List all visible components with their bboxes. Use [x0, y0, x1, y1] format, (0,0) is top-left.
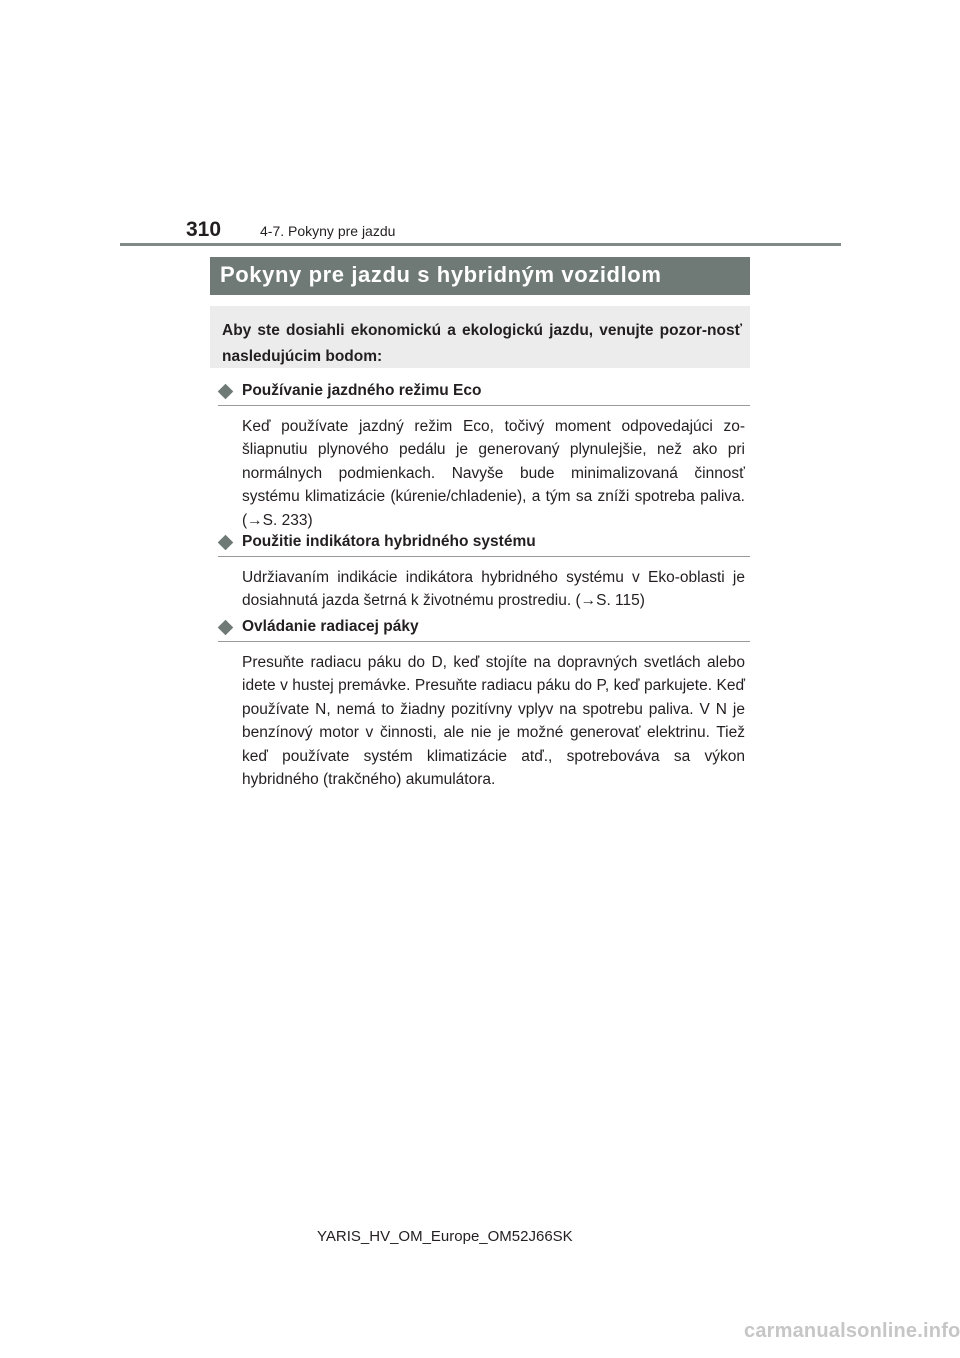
section-body: Keď používate jazdný režim Eco, točivý moment odpovedajúci zo-šliapnutiu plynového pedálu je generovaný plynulejšie, než ako pri normálnych podmienkach. Navyše bude minimalizovaná činnosť systému klimatizácie (kúrenie/chladenie), a tým sa zníži spotreba paliva. (→S. 233) [242, 418, 745, 529]
section-body: Udržiavaním indikácie indikátora hybridného systému v Eko-oblasti je dosiahnutá jazda šetrná k životnému prostrediu. (→S. 115) [242, 569, 745, 610]
section-heading [218, 532, 750, 557]
section-heading [218, 617, 750, 642]
page-number: 310 [186, 218, 222, 241]
section-heading-text: Použitie indikátora hybridného systému [242, 533, 536, 550]
watermark: carmanualsonline.info [744, 1320, 960, 1342]
section-heading-text: Používanie jazdného režimu Eco [242, 382, 482, 399]
section-eco-mode [218, 381, 750, 532]
diamond-bullet-icon [218, 384, 234, 400]
section-heading [218, 381, 750, 406]
header-divider [120, 243, 841, 246]
section-body: Presuňte radiacu páku do D, keď stojíte na dopravných svetlách alebo idete v hustej premávke. Presuňte radiacu páku do P, keď parkujete. Keď používate N, nemá to žiadny pozitívny vplyv na spotrebu paliva. V N je benzínový motor v činnosti, ale nie je možné generovať elektrinu. Tiež keď používate systém klimatizácie atď., spotrebováva sa výkon hybridného (trakčného) akumulátora. [242, 654, 745, 789]
intro-box [210, 306, 750, 368]
diamond-bullet-icon [218, 535, 234, 551]
section-hybrid-indicator [218, 532, 750, 613]
diamond-bullet-icon [218, 620, 234, 636]
section-shift-lever [218, 617, 750, 791]
section-title-bar [210, 257, 750, 295]
chapter-label: 4-7. Pokyny pre jazdu [260, 223, 396, 239]
section-heading-text: Ovládanie radiacej páky [242, 618, 419, 635]
page-title: Pokyny pre jazdu s hybridným vozidlom [220, 262, 662, 287]
document-code: YARIS_HV_OM_Europe_OM52J66SK [317, 1228, 573, 1245]
intro-text: Aby ste dosiahli ekonomickú a ekologickú jazdu, venujte pozor-nosť nasledujúcim bodom: [222, 322, 742, 365]
